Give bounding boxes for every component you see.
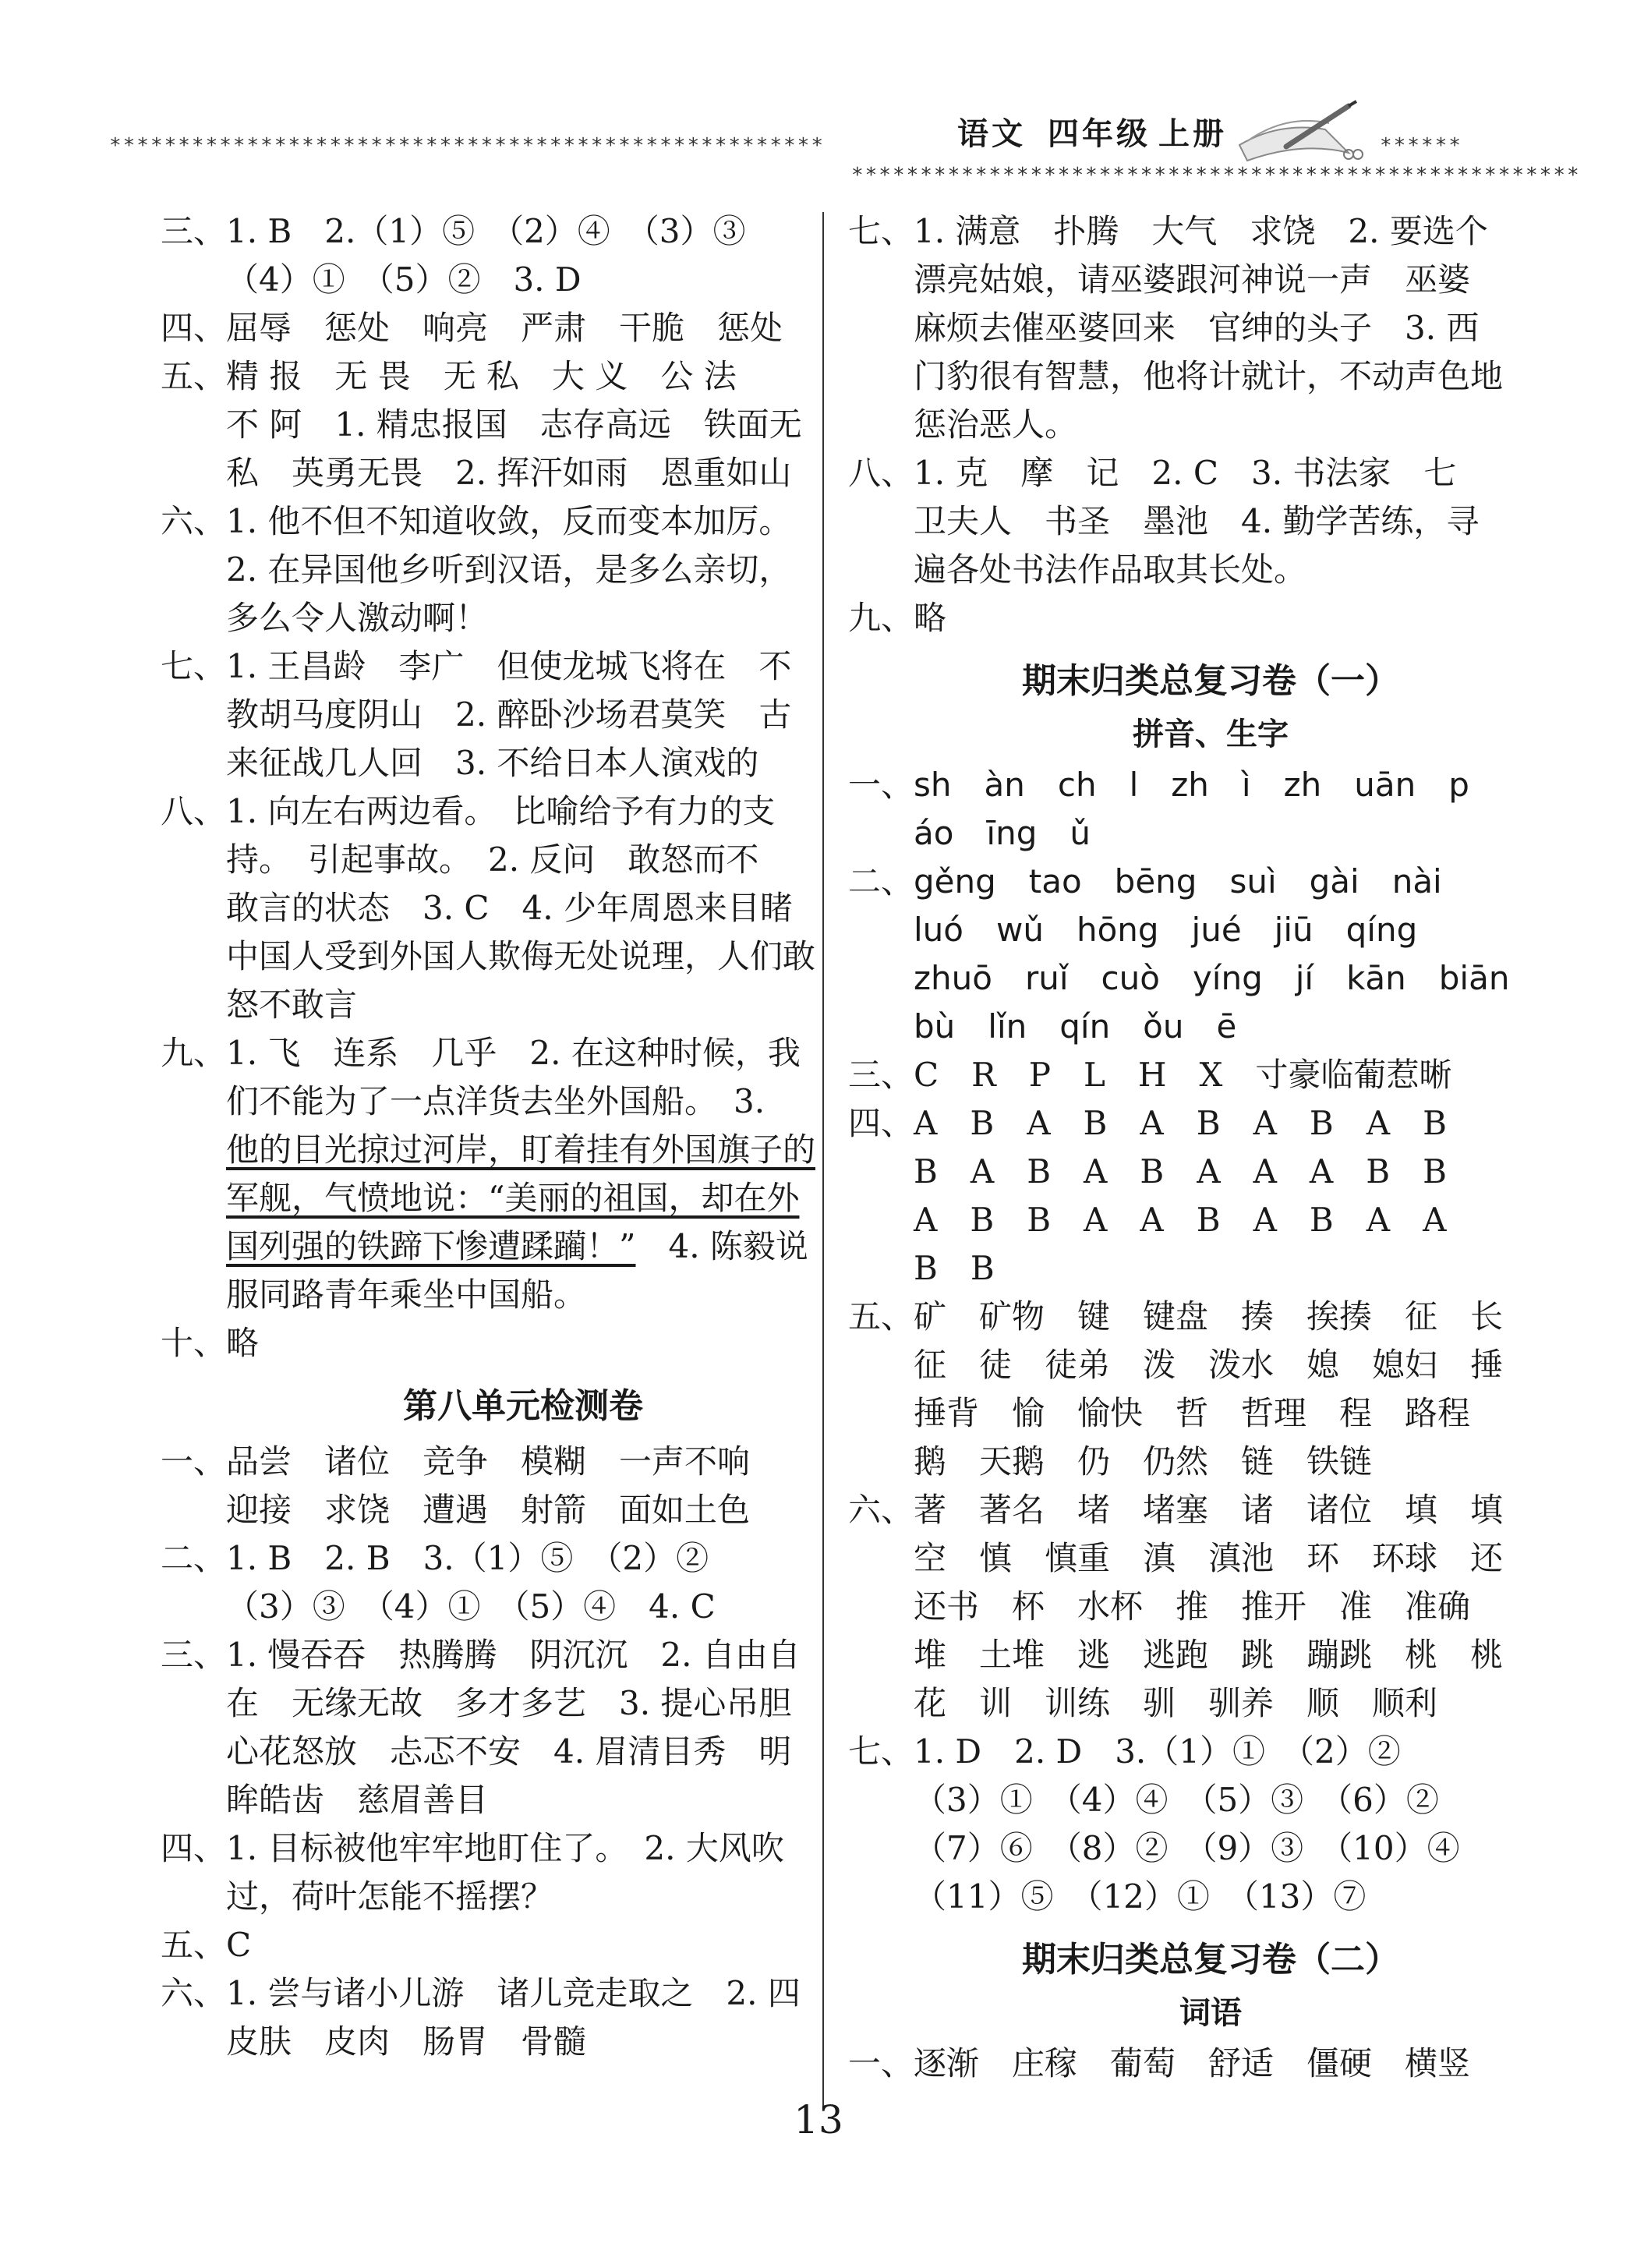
answer-line: 四、A B A B A B A B A B bbox=[848, 1104, 1447, 1142]
answer-line: 七、1. 满意 扑腾 大气 求饶 2. 要选个 bbox=[848, 212, 1488, 250]
answer-line: 五、精 报 无 畏 无 私 大 义 公 法 bbox=[161, 357, 737, 395]
section-subtitle: 词语 bbox=[1179, 1995, 1242, 2031]
page-number: 13 bbox=[794, 2097, 843, 2142]
answer-line: 私 英勇无畏 2. 挥汗如雨 恩重如山 bbox=[226, 454, 792, 492]
pinyin-line: áo īng ǔ bbox=[914, 814, 1091, 852]
answer-line: 七、1. 王昌龄 李广 但使龙城飞将在 不 bbox=[161, 647, 792, 685]
answer-line: 不 阿 1. 精忠报国 志存高远 铁面无 bbox=[226, 405, 802, 444]
answer-line: （4）① （5）② 3. D bbox=[226, 260, 582, 299]
answer-line: （3）① （4）④ （5）③ （6）② bbox=[914, 1781, 1439, 1819]
answer-line: 卫夫人 书圣 墨池 4. 勤学苦练，寻 bbox=[914, 502, 1480, 540]
left-column bbox=[161, 207, 886, 2066]
answer-line: 教胡马度阴山 2. 醉卧沙场君莫笑 古 bbox=[226, 695, 792, 734]
right-column bbox=[848, 207, 1573, 2088]
answer-line: 六、1. 他不但不知道收敛，反而变本加厉。 bbox=[161, 502, 792, 540]
answer-line: 迎接 求饶 遭遇 射箭 面如土色 bbox=[226, 1491, 751, 1529]
answer-line: 六、1. 尝与诸小儿游 诸儿竞走取之 2. 四 bbox=[161, 1974, 801, 2012]
answer-line: B B bbox=[914, 1249, 995, 1287]
pinyin-line: bù lǐn qín ǒu ē bbox=[914, 1007, 1237, 1046]
header-stars-right-top: ****** bbox=[1380, 134, 1462, 157]
answer-line: 堆 土堆 逃 逃跑 跳 蹦跳 桃 桃 bbox=[914, 1636, 1504, 1674]
answer-line: 花 训 训练 驯 驯养 顺 顺利 bbox=[914, 1684, 1438, 1722]
answer-line: 4. 陈毅说 bbox=[635, 1227, 808, 1265]
answer-line: （11）⑤ （12）① （13）⑦ bbox=[914, 1877, 1367, 1916]
answer-line: 五、C bbox=[161, 1926, 252, 1964]
pinyin-line: luó wǔ hōng jué jiū qíng bbox=[914, 911, 1418, 949]
answer-line-underlined: 军舰，气愤地说：“美丽的祖国，却在外 bbox=[226, 1179, 800, 1217]
answer-line: 三、1. 慢吞吞 热腾腾 阴沉沉 2. 自由自 bbox=[161, 1636, 801, 1674]
answer-line: 一、品尝 诸位 竞争 模糊 一声不响 bbox=[161, 1442, 751, 1481]
answer-line: 空 慎 慎重 滇 滇池 环 环球 还 bbox=[914, 1539, 1504, 1577]
answer-line: （3）③ （4）① （5）④ 4. C bbox=[226, 1587, 716, 1626]
answer-line: 七、1. D 2. D 3.（1）① （2）② bbox=[848, 1732, 1401, 1771]
answer-line: 2. 在异国他乡听到汉语，是多么亲切， bbox=[226, 550, 792, 589]
answer-line: 惩治恶人。 bbox=[914, 405, 1078, 444]
header-subject: 语文 bbox=[957, 115, 1026, 152]
answer-line: 捶背 愉 愉快 哲 哲理 程 路程 bbox=[914, 1394, 1471, 1432]
answer-line: 心花怒放 忐忑不安 4. 眉清目秀 明 bbox=[226, 1732, 792, 1771]
answer-line: 鹅 天鹅 仍 仍然 链 铁链 bbox=[914, 1442, 1373, 1481]
header-stars-left: **************************************************** bbox=[109, 134, 825, 157]
answer-line: 遍各处书法作品取其长处。 bbox=[914, 550, 1307, 589]
answer-line: 四、1. 目标被他牢牢地盯住了。 2. 大风吹 bbox=[161, 1829, 784, 1867]
answer-line: 眸皓齿 慈眉善目 bbox=[226, 1781, 489, 1819]
answer-line: 怒不敢言 bbox=[226, 985, 358, 1024]
answer-line: 皮肤 皮肉 肠胃 骨髓 bbox=[226, 2022, 587, 2061]
answer-line: 九、1. 飞 连系 几乎 2. 在这种时候，我 bbox=[161, 1034, 801, 1072]
answer-line: 还书 杯 水杯 推 推开 准 准确 bbox=[914, 1587, 1471, 1626]
answer-line: 服同路青年乘坐中国船。 bbox=[226, 1276, 587, 1314]
answer-line: 五、矿 矿物 键 键盘 揍 挨揍 征 长 bbox=[848, 1297, 1504, 1336]
answer-line: 三、1. B 2.（1）⑤ （2）④ （3）③ bbox=[161, 212, 746, 250]
answer-line: A B B A A B A B A A bbox=[914, 1201, 1447, 1239]
answer-line: 八、1. 向左右两边看。 比喻给予有力的支 bbox=[161, 792, 776, 830]
answer-line: 八、1. 克 摩 记 2. C 3. 书法家 七 bbox=[848, 454, 1457, 492]
answer-line: 中国人受到外国人欺侮无处说理，人们敢 bbox=[226, 937, 816, 975]
answer-line: 来征战几人回 3. 不给日本人演戏的 bbox=[226, 744, 759, 782]
section-title: 期末归类总复习卷（二） bbox=[1022, 1940, 1399, 1980]
answer-line: 多么令人激动啊！ bbox=[226, 599, 489, 637]
answer-line: 六、著 著名 堵 堵塞 诸 诸位 填 填 bbox=[848, 1491, 1504, 1529]
answer-line: （7）⑥ （8）② （9）③ （10）④ bbox=[914, 1829, 1460, 1867]
answer-line: 十、略 bbox=[161, 1324, 260, 1362]
header-volume: 上册 bbox=[1158, 115, 1227, 152]
answer-line: 漂亮姑娘，请巫婆跟河神说一声 巫婆 bbox=[914, 260, 1471, 299]
section-title: 期末归类总复习卷（一） bbox=[1022, 661, 1399, 701]
header-title bbox=[957, 109, 1249, 154]
book-pen-icon bbox=[1232, 98, 1364, 168]
answer-line: 征 徒 徒弟 泼 泼水 媳 媳妇 捶 bbox=[914, 1346, 1504, 1384]
answer-line: 一、逐渐 庄稼 葡萄 舒适 僵硬 横竖 bbox=[848, 2044, 1471, 2082]
section-subtitle: 拼音、生字 bbox=[1133, 716, 1289, 752]
answer-line: 门豹很有智慧，他将计就计，不动声色地 bbox=[914, 357, 1504, 395]
answer-line: 们不能为了一点洋货去坐外国船。 3. bbox=[226, 1082, 765, 1120]
answer-line: 在 无缘无故 多才多艺 3. 提心吊胆 bbox=[226, 1684, 792, 1722]
header-stars-right-bottom: ***************************************************** bbox=[851, 164, 1581, 187]
pinyin-line: 一、sh àn ch l zh ì zh uān p bbox=[848, 766, 1469, 804]
answer-line: B A B A B A A A B B bbox=[914, 1152, 1447, 1191]
header-grade: 四年级 bbox=[1048, 115, 1151, 152]
answer-line: 持。 引起事故。 2. 反问 敢怒而不 bbox=[226, 840, 759, 879]
answer-line: 麻烦去催巫婆回来 官绅的头子 3. 西 bbox=[914, 309, 1480, 347]
answer-line: 过，荷叶怎能不摇摆？ bbox=[226, 1877, 554, 1916]
answer-line: 三、C R P L H X 寸豪临葡惹晰 bbox=[848, 1056, 1452, 1094]
pinyin-line: 二、gěng tao bēng suì gài nài bbox=[848, 862, 1442, 900]
answer-line: 四、屈辱 惩处 响亮 严肃 干脆 惩处 bbox=[161, 309, 783, 347]
section-title: 第八单元检测卷 bbox=[403, 1386, 643, 1426]
answer-line: 九、略 bbox=[848, 599, 947, 637]
answer-line-underlined: 他的目光掠过河岸，盯着挂有外国旗子的 bbox=[226, 1130, 816, 1169]
answer-line: 敢言的状态 3. C 4. 少年周恩来目睹 bbox=[226, 889, 793, 927]
answer-line: 二、1. B 2. B 3.（1）⑤ （2）② bbox=[161, 1539, 709, 1577]
pinyin-line: zhuō ruǐ cuò yíng jí kān biān bbox=[914, 959, 1510, 997]
answer-line-underlined: 国列强的铁蹄下惨遭蹂躏！” bbox=[226, 1227, 636, 1265]
